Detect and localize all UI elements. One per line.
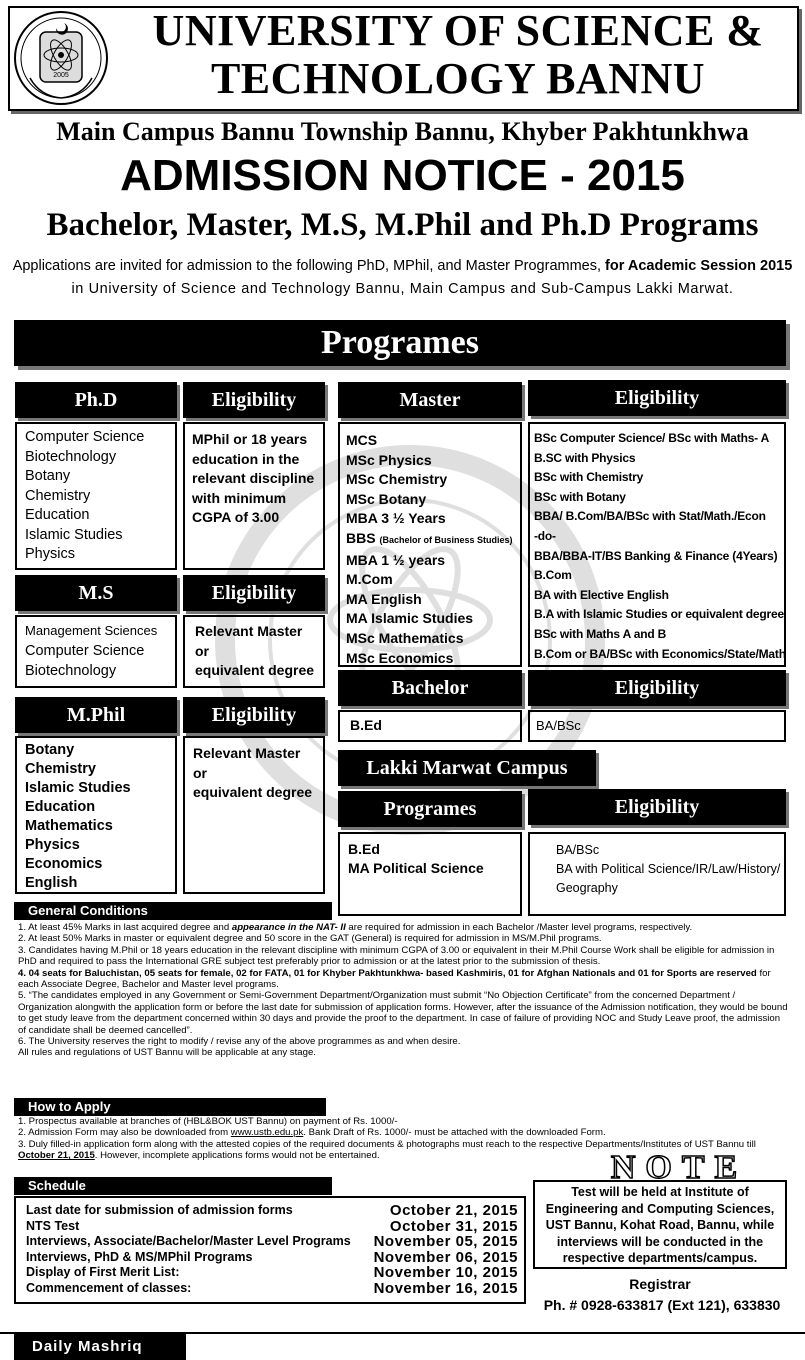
master-header: Master bbox=[338, 382, 522, 418]
condition-text: are required for admission in each Bachelor /Master level programs, respectively. bbox=[345, 922, 693, 933]
note-box bbox=[533, 1180, 787, 1269]
phd-programs-list bbox=[25, 428, 175, 565]
programs-subtitle: Bachelor, Master, M.S, M.Phil and Ph.D Programs bbox=[46, 207, 759, 243]
list-item: Physics bbox=[25, 837, 80, 853]
apply-text: 2. Admission Form may also be downloaded from bbox=[18, 1127, 231, 1139]
list-item: Education bbox=[25, 799, 96, 815]
mphil-programs-box bbox=[15, 736, 177, 894]
list-item: BA with Elective English bbox=[534, 587, 669, 602]
ms-eligibility-header: Eligibility bbox=[183, 575, 325, 611]
phd-programs-box bbox=[15, 422, 177, 570]
schedule-date: November 06, 2015 bbox=[373, 1248, 518, 1266]
how-to-apply-title: How to Apply bbox=[14, 1098, 326, 1116]
schedule-label: Last date for submission of admission forms bbox=[26, 1203, 293, 1217]
schedule-row bbox=[26, 1281, 518, 1297]
condition-7: All rules and regulations of UST Bannu will be applicable at any stage. bbox=[18, 1047, 316, 1059]
list-item: M.Com bbox=[346, 571, 393, 588]
bachelor-eligibility-header: Eligibility bbox=[528, 670, 786, 706]
intro-line-2: in University of Science and Technology Bannu, Main Campus and Sub-Campus Lakki Marwat. bbox=[71, 281, 734, 297]
list-item: MSc Mathematics bbox=[346, 629, 464, 646]
bbs-label: BBS bbox=[346, 529, 376, 546]
lakki-programs-list bbox=[348, 840, 520, 878]
list-item: Chemistry bbox=[25, 487, 91, 504]
list-item: BA with Political Science/IR/Law/History/ bbox=[556, 862, 781, 876]
list-item: CGPA of 3.00 bbox=[192, 509, 280, 525]
condition-text: for each Associate Degree, Bachelor and Master level programs. bbox=[18, 967, 771, 991]
list-item: BSc with Chemistry bbox=[534, 470, 644, 485]
schedule-box bbox=[14, 1196, 526, 1304]
university-name-line2: TECHNOLOGY BANNU bbox=[210, 54, 706, 103]
list-item: BSc Computer Science/ BSc with Maths- A bbox=[534, 431, 770, 445]
bachelor-program: B.Ed bbox=[350, 717, 382, 733]
schedule-date: November 10, 2015 bbox=[373, 1264, 518, 1281]
apply-text: . However, incomplete applications forms would not be entertained. bbox=[94, 1150, 380, 1162]
general-conditions-list bbox=[18, 922, 790, 1059]
mphil-header: M.Phil bbox=[15, 697, 177, 733]
mphil-eligibility-header: Eligibility bbox=[183, 697, 325, 733]
condition-text: 1. At least 45% Marks in last acquired degree and bbox=[18, 922, 232, 933]
mphil-eligibility-box bbox=[183, 736, 325, 894]
lakki-programs-box bbox=[338, 832, 522, 916]
list-item: BA/BSc bbox=[556, 843, 600, 857]
schedule-date: October 21, 2015 bbox=[389, 1202, 518, 1219]
ms-header: M.S bbox=[15, 575, 177, 611]
bbs-note: (Bachelor of Business Studies) bbox=[379, 534, 513, 545]
schedule-label: Interviews, Associate/Bachelor/Master Level Programs bbox=[26, 1234, 351, 1248]
ms-eligibility-box bbox=[183, 615, 325, 688]
schedule-label: Commencement of classes: bbox=[26, 1280, 192, 1295]
notice-title: ADMISSION NOTICE - 2015 bbox=[120, 151, 685, 200]
schedule-row bbox=[26, 1234, 518, 1250]
bachelor-header: Bachelor bbox=[338, 670, 522, 706]
list-item: English bbox=[25, 875, 78, 891]
condition-emphasis: 4. 04 seats for Baluchistan, 05 seats for female, 02 for FATA, 01 for Khyber Pakhtunkhwa- based Kashmiris, 01 for Afghan Nationals and 01 for Sports are reserved bbox=[18, 967, 757, 979]
intro-session: for Academic Session 2015 bbox=[601, 258, 793, 274]
apply-step-1: 1. Prospectus available at branches of (HBL&BOK UST Bannu) on payment of Rs. 1000/- bbox=[18, 1116, 398, 1127]
schedule-row bbox=[26, 1219, 518, 1235]
list-item: MSc Chemistry bbox=[346, 471, 448, 488]
ms-eligibility-list bbox=[195, 622, 323, 681]
schedule-label: NTS Test bbox=[26, 1218, 80, 1233]
condition-1 bbox=[18, 922, 790, 933]
list-item: B.Ed bbox=[348, 841, 380, 857]
apply-text: . Bank Draft of Rs. 1000/- must be attached with the downloaded Form. bbox=[303, 1127, 606, 1139]
apply-step-2 bbox=[18, 1127, 790, 1138]
list-item: B.Com bbox=[534, 568, 572, 583]
list-item: MSc Economics bbox=[346, 649, 454, 666]
lakki-programes-header: Programes bbox=[338, 791, 522, 827]
master-programs-list bbox=[346, 431, 520, 668]
phd-eligibility-box bbox=[183, 422, 325, 570]
list-item: education in the bbox=[192, 450, 300, 467]
schedule-label: Display of First Merit List: bbox=[26, 1265, 180, 1279]
list-item: Chemistry bbox=[25, 761, 96, 777]
condition-emphasis: appearance in the NAT- II bbox=[231, 922, 346, 933]
schedule-date: October 31, 2015 bbox=[389, 1217, 518, 1235]
svg-text:2005: 2005 bbox=[53, 72, 69, 79]
condition-4 bbox=[18, 968, 790, 991]
registrar-label: Registrar bbox=[629, 1276, 691, 1292]
list-item: MPhil or 18 years bbox=[192, 431, 308, 447]
list-item: equivalent degree bbox=[195, 662, 315, 678]
condition-2: 2. At least 50% Marks in master or equivalent degree and 50 score in the GAT (General) is required for admission in MS/M.Phil programs. bbox=[18, 933, 602, 945]
phd-eligibility-header: Eligibility bbox=[183, 382, 325, 418]
list-item: BSc with Maths A and B bbox=[534, 626, 667, 641]
list-item: Management Sciences bbox=[25, 623, 158, 638]
programes-banner-label: Programes bbox=[321, 324, 479, 361]
bachelor-eligibility-box bbox=[528, 710, 786, 742]
schedule-date: November 05, 2015 bbox=[373, 1233, 518, 1250]
schedule-date: November 16, 2015 bbox=[373, 1279, 518, 1297]
schedule-title: Schedule bbox=[14, 1177, 332, 1195]
master-eligibility-header: Eligibility bbox=[528, 380, 786, 416]
list-item: MBA 3 ½ Years bbox=[346, 510, 446, 527]
ms-programs-box bbox=[15, 615, 177, 688]
condition-5: 5. “The candidates employed in any Government or Semi-Government Department/Organization must submit “No Objection Certificate” from the concerned Department / Organization alongwith the application form or before the last date for submission of application forms. However, after the issuance of the Admission notification, they would be bound to get study leave from the department concerned within 30 days and provide the proof to the department. In case of failure of providing NOC and Study Leave proof, the admission of candidate shall be deemed cancelled”. bbox=[18, 990, 788, 1036]
general-conditions-title: General Conditions bbox=[14, 902, 332, 920]
list-item: B.A with Islamic Studies or equivalent degree bbox=[534, 607, 784, 622]
master-programs-box bbox=[338, 422, 522, 667]
phd-header: Ph.D bbox=[15, 382, 177, 418]
list-item: -do- bbox=[534, 528, 556, 543]
list-item: BBA/ B.Com/BA/BSc with Stat/Math./Econ bbox=[534, 509, 766, 524]
intro-line-1 bbox=[0, 256, 805, 276]
list-item: Geography bbox=[556, 881, 618, 895]
list-item: Botany bbox=[25, 742, 75, 758]
deadline-date: October 21, 2015 bbox=[18, 1150, 95, 1162]
condition-3: 3. Candidates having M.Phil or 18 years education in the relevant discipline with minimum CGPA of 3.00 or equivalent in their M.Phil Course Work shall be eligible for admission in PhD and required to pass the International GRE subject test preferably prior to admission or at the latest prior to the submission of thesis. bbox=[18, 944, 775, 968]
list-item: Islamic Studies bbox=[25, 526, 123, 543]
bachelor-program-box bbox=[338, 710, 522, 742]
download-link[interactable]: www.ustb.edu.pk bbox=[230, 1127, 304, 1139]
list-item: with minimum bbox=[192, 489, 287, 506]
list-item: or bbox=[195, 642, 209, 659]
schedule-row bbox=[26, 1250, 518, 1266]
list-item: equivalent degree bbox=[193, 784, 313, 800]
list-item: Mathematics bbox=[25, 818, 113, 834]
list-item: MCS bbox=[346, 432, 378, 448]
list-item: BBA/BBA-IT/BS Banking & Finance (4Years) bbox=[534, 548, 778, 563]
list-item: MSc Physics bbox=[346, 451, 432, 468]
list-item: B.SC with Physics bbox=[534, 450, 636, 465]
schedule-row bbox=[26, 1203, 518, 1219]
university-logo bbox=[12, 8, 110, 108]
list-item: Relevant Master bbox=[195, 623, 303, 639]
master-eligibility-box bbox=[528, 422, 786, 667]
list-item: MA Islamic Studies bbox=[346, 610, 474, 627]
lakki-campus-header: Lakki Marwat Campus bbox=[338, 750, 596, 786]
ms-programs-list bbox=[25, 621, 175, 681]
list-item: Economics bbox=[25, 856, 103, 872]
list-item: B.Com or BA/BSc with Economics/State/Math bbox=[534, 646, 786, 661]
list-item: MA English bbox=[346, 590, 422, 607]
list-item: Relevant Master bbox=[193, 745, 301, 761]
campus-address: Main Campus Bannu Township Bannu, Khyber Pakhtunkhwa bbox=[56, 117, 749, 146]
list-item: Physics bbox=[25, 546, 75, 562]
list-item: MA Political Science bbox=[348, 860, 484, 876]
list-item: or bbox=[193, 764, 207, 781]
list-item: Biotechnology bbox=[25, 663, 117, 679]
note-text: Test will be held at Institute of Engineering and Computing Sciences, UST Bannu, Kohat Road, Bannu, while interviews will be conducted in the respective departments/campus. bbox=[545, 1185, 775, 1265]
apply-text: 3. Duly filled-in application form along with the attested copies of the required documents & photographs must reach to the respective Departments/Institutes of UST Bannu till bbox=[18, 1138, 756, 1150]
newspaper-label: Daily Mashriq bbox=[14, 1334, 186, 1360]
bachelor-eligibility: BA/BSc bbox=[536, 718, 581, 733]
list-item bbox=[346, 529, 520, 551]
lakki-eligibility-box bbox=[528, 832, 786, 916]
list-item: Islamic Studies bbox=[25, 780, 131, 796]
phd-eligibility-list bbox=[192, 430, 323, 528]
mphil-eligibility-list bbox=[193, 744, 323, 803]
list-item: relevant discipline bbox=[192, 470, 315, 486]
schedule-label: Interviews, PhD & MS/MPhil Programs bbox=[26, 1249, 253, 1264]
lakki-eligibility-list bbox=[556, 841, 784, 898]
list-item: BSc with Botany bbox=[534, 489, 626, 504]
university-name-line1: UNIVERSITY OF SCIENCE & bbox=[152, 6, 764, 55]
list-item: Botany bbox=[25, 468, 71, 484]
list-item: Computer Science bbox=[25, 643, 145, 659]
list-item: Biotechnology bbox=[25, 448, 117, 465]
mphil-programs-list bbox=[25, 741, 175, 893]
note-title: NOTE bbox=[610, 1149, 748, 1186]
schedule-row bbox=[26, 1265, 518, 1281]
lakki-eligibility-header: Eligibility bbox=[528, 789, 786, 825]
list-item: MSc Botany bbox=[346, 490, 427, 507]
list-item: Computer Science bbox=[25, 429, 145, 445]
master-eligibility-list bbox=[534, 429, 784, 664]
list-item: Education bbox=[25, 507, 90, 523]
list-item: MBA 1 ½ years bbox=[346, 551, 446, 568]
condition-6: 6. The University reserves the right to modify / revise any of the above programmes as and when desire. bbox=[18, 1036, 461, 1048]
intro-text: Applications are invited for admission to the following PhD, MPhil, and Master Programmes, bbox=[12, 258, 602, 274]
registrar-phone: Ph. # 0928-633817 (Ext 121), 633830 bbox=[543, 1297, 781, 1313]
